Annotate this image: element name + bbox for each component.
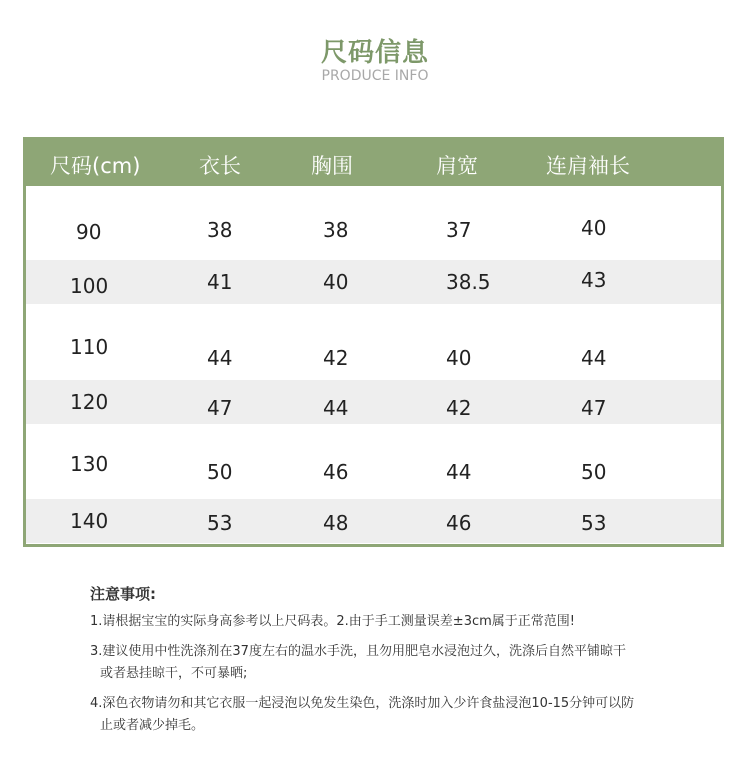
cell-size: 90 <box>76 220 102 244</box>
cell-chest: 44 <box>323 396 349 420</box>
cell-chest: 38 <box>323 218 349 242</box>
cell-size: 120 <box>70 390 109 414</box>
cell-sleeve: 43 <box>581 268 607 292</box>
cell-size: 100 <box>70 274 109 298</box>
table-row <box>26 440 721 484</box>
cell-length: 53 <box>207 511 233 535</box>
note-item <box>90 693 700 737</box>
cell-sleeve: 53 <box>581 511 607 535</box>
cell-chest: 42 <box>323 346 349 370</box>
cell-shoulder: 37 <box>446 218 472 242</box>
cell-sleeve: 44 <box>581 346 607 370</box>
note-text: 1.请根据宝宝的实际身高参考以上尺码表。2.由于手工测量误差±3cm属于正常范围! <box>90 614 575 629</box>
column-header-sleeve: 连肩袖长 <box>546 154 630 178</box>
cell-length: 50 <box>207 460 233 484</box>
table-row <box>26 210 721 254</box>
cell-sleeve: 50 <box>581 460 607 484</box>
column-header-shoulder: 肩宽 <box>436 154 478 178</box>
column-header-chest: 胸围 <box>311 154 353 178</box>
table-header <box>26 140 721 186</box>
cell-length: 38 <box>207 218 233 242</box>
note-text-continued: 止或者减少掉毛。 <box>100 718 205 733</box>
cell-length: 44 <box>207 346 233 370</box>
cell-shoulder: 44 <box>446 460 472 484</box>
table-row <box>26 260 721 304</box>
cell-shoulder: 46 <box>446 511 472 535</box>
table-row <box>26 323 721 370</box>
care-notes <box>90 583 700 745</box>
column-header-size: 尺码(cm) <box>50 154 141 178</box>
cell-size: 130 <box>70 452 109 476</box>
note-item <box>90 641 700 685</box>
cell-shoulder: 38.5 <box>446 270 491 294</box>
cell-shoulder: 42 <box>446 396 472 420</box>
cell-sleeve: 47 <box>581 396 607 420</box>
cell-chest: 46 <box>323 460 349 484</box>
size-table <box>23 137 724 547</box>
table-row <box>26 380 721 424</box>
note-text-continued: 或者悬挂晾干，不可暴晒; <box>100 666 248 681</box>
cell-chest: 48 <box>323 511 349 535</box>
note-item <box>90 611 700 633</box>
cell-shoulder: 40 <box>446 346 472 370</box>
cell-size: 110 <box>70 335 109 359</box>
note-text: 3.建议使用中性洗涤剂在37度左右的温水手洗，且勿用肥皂水浸泡过久，洗涤后自然平铺晾干 <box>90 644 626 659</box>
cell-size: 140 <box>70 509 109 533</box>
note-text: 4.深色衣物请勿和其它衣服一起浸泡以免发生染色，洗涤时加入少许食盐浸泡10-15分钟可以防 <box>90 696 635 711</box>
cell-chest: 40 <box>323 270 349 294</box>
notes-title: 注意事项: <box>90 585 156 603</box>
cell-sleeve: 40 <box>581 216 607 240</box>
page-subtitle: PRODUCE INFO <box>321 68 429 84</box>
table-row <box>26 499 721 543</box>
page-title: 尺码信息 <box>320 38 429 68</box>
cell-length: 41 <box>207 270 233 294</box>
cell-length: 47 <box>207 396 233 420</box>
column-header-length: 衣长 <box>199 154 241 178</box>
